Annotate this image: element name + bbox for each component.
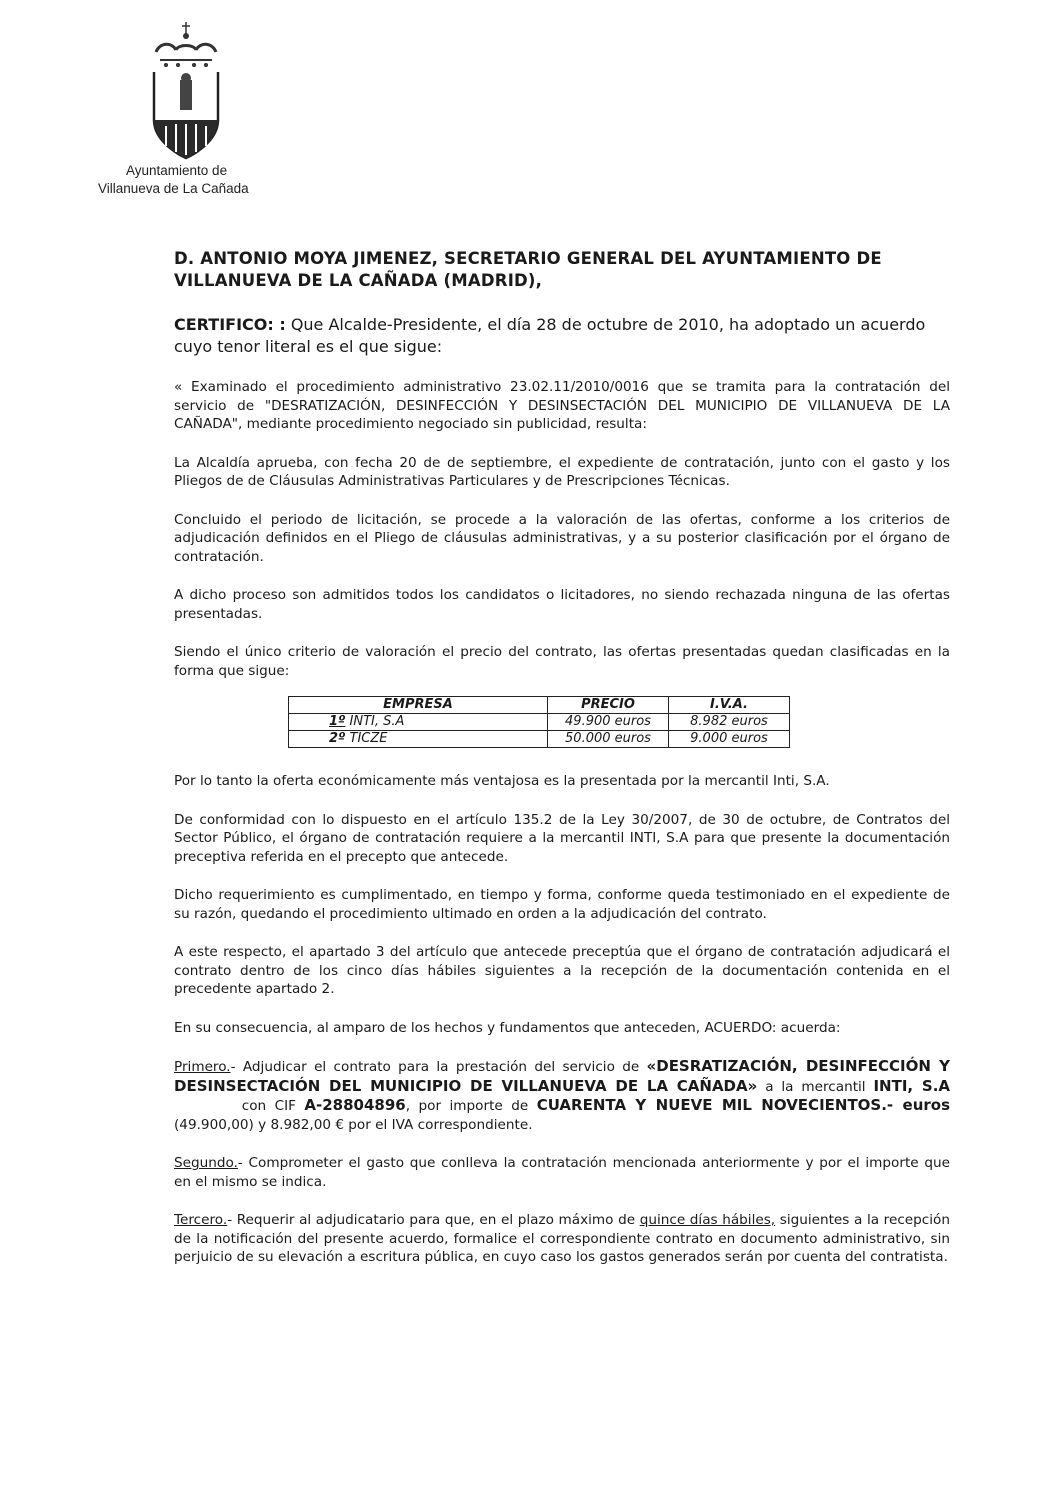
paragraph-requerimiento: Dicho requerimiento es cumplimentado, en tiempo y forma, conforme queda testimoniado en el expediente de su razón, quedando el procedimiento ultimado en orden a la adjudicación del contrato. [174,887,950,922]
document-body [174,248,950,1287]
paragraph-respecto: A este respecto, el apartado 3 del artículo que antecede preceptúa que el órgano de contratación adjudicará el contrato dentro de los cinco días hábiles siguientes a la recepción de la documentación contenida en el precedente apartado 2. [174,944,950,997]
paragraph-tercero [174,1211,950,1267]
primero-text-5: (49.900,00) y 8.982,00 € por el IVA correspondiente. [174,1116,533,1133]
col-header-empresa: EMPRESA [289,697,548,714]
cell-empresa-name: TICZE [349,731,388,746]
tercero-text-2: siguientes a la recepción de la notificación del presente acuerdo, formalice el correspondiente contrato en documento administrativo, sin perjuicio de su elevación a escritura pública, en cuyo caso los gastos generados serán por cuenta del contratista. [174,1212,950,1265]
cell-empresa [289,714,548,731]
certifico-text: Que Alcalde-Presidente, el día 28 de octubre de 2010, ha adoptado un acuerdo cuyo tenor literal es el que sigue: [174,315,926,356]
paragraph-examinado: « Examinado el procedimiento administrativo 23.02.11/2010/0016 que se tramita para la contratación del servicio de "DESRATIZACIÓN, DESINFECCIÓN Y DESINSECTACIÓN DEL MUNICIPIO DE VILLANUEVA DE LA CAÑADA", mediante procedimiento negociado sin publicidad, resulta: [174,379,950,432]
paragraph-conformidad: De conformidad con lo dispuesto en el artículo 135.2 de la Ley 30/2007, de 30 de octubre, de Contratos del Sector Público, el órgano de contratación requiere a la mercantil INTI, S.A para que presente la documentación preceptiva referida en el precepto que antecede. [174,811,950,865]
col-header-iva: I.V.A. [669,697,790,714]
primero-text-2: a la mercantil [757,1078,874,1095]
col-header-precio: PRECIO [548,697,669,714]
segundo-text: - Comprometer el gasto que conlleva la contratación mencionada anteriormente y por el importe que en el mismo se indica. [174,1155,950,1190]
primero-service-name: «DESRATIZACIÓN, DESINFECCIÓN Y DESINSECTACIÓN DEL MUNICIPIO DE VILLANUEVA DE LA CAÑADA» [174,1057,950,1095]
org-name-line2: Villanueva de La Cañada [98,181,249,196]
paragraph-consecuencia: En su consecuencia, al amparo de los hechos y fundamentos que anteceden, ACUERDO: acuerda: [174,1019,841,1036]
primero-text-4: , por importe de [405,1098,537,1114]
cell-empresa [289,731,548,748]
offers-table-wrapper [288,696,950,748]
primero-cif: A-28804896 [304,1096,406,1114]
offers-table [288,696,790,748]
primero-text-1: - Adjudicar el contrato para la prestación del servicio de [230,1059,647,1075]
tercero-text-1: - Requerir al adjudicatario para que, en el plazo máximo de [227,1212,640,1228]
letterhead [96,20,276,198]
cell-iva: 8.982 euros [669,714,790,731]
cell-precio: 50.000 euros [548,731,669,748]
paragraph-proceso: A dicho proceso son admitidos todos los candidatos o licitadores, no siendo rechazada ninguna de las ofertas presentadas. [174,587,950,622]
primero-company: INTI, S.A [873,1076,951,1095]
table-header-row [289,697,790,714]
table-row [289,731,790,748]
paragraph-segundo [174,1154,950,1191]
org-name-line1: Ayuntamiento de [126,163,228,178]
document-heading: D. ANTONIO MOYA JIMENEZ, SECRETARIO GENERAL DEL AYUNTAMIENTO DE VILLANUEVA DE LA CAÑADA (MADRID), [174,249,882,290]
paragraph-oferta: Por lo tanto la oferta económicamente más ventajosa es la presentada por la mercantil Inti, S.A. [174,773,830,789]
certifico-paragraph [174,314,950,358]
primero-text-3: con CIF [174,1098,305,1114]
cell-iva: 9.000 euros [669,731,790,748]
paragraph-concluido: Concluido el periodo de licitación, se procede a la valoración de las ofertas, conforme a los criterios de adjudicación definidos en el Pliego de cláusulas administrativas, y a su posterior clasificación por el órgano de contratación. [174,511,950,565]
tercero-deadline: quince días hábiles, [639,1212,776,1228]
paragraph-alcaldia: La Alcaldía aprueba, con fecha 20 de de septiembre, el expediente de contratación, junto con el gasto y los Pliegos de de Cláusulas Administrativas Particulares y de Prescripciones Técnicas. [174,454,950,489]
certifico-label: CERTIFICO: : [174,315,286,334]
tercero-label: Tercero. [174,1212,228,1228]
primero-amount-words: CUARENTA Y NUEVE MIL NOVECIENTOS.- euros [536,1096,951,1114]
table-row [289,714,790,731]
paragraph-primero [174,1057,950,1134]
primero-label: Primero. [174,1059,231,1075]
coat-of-arms-icon [146,20,226,160]
cell-empresa-name: INTI, S.A [349,714,405,729]
segundo-label: Segundo. [174,1155,238,1171]
cell-precio: 49.900 euros [548,714,669,731]
cell-position: 1º [329,714,346,729]
cell-position: 2º [329,731,346,746]
paragraph-criterio: Siendo el único criterio de valoración el precio del contrato, las ofertas presentadas quedan clasificadas en la forma que sigue: [174,644,950,679]
